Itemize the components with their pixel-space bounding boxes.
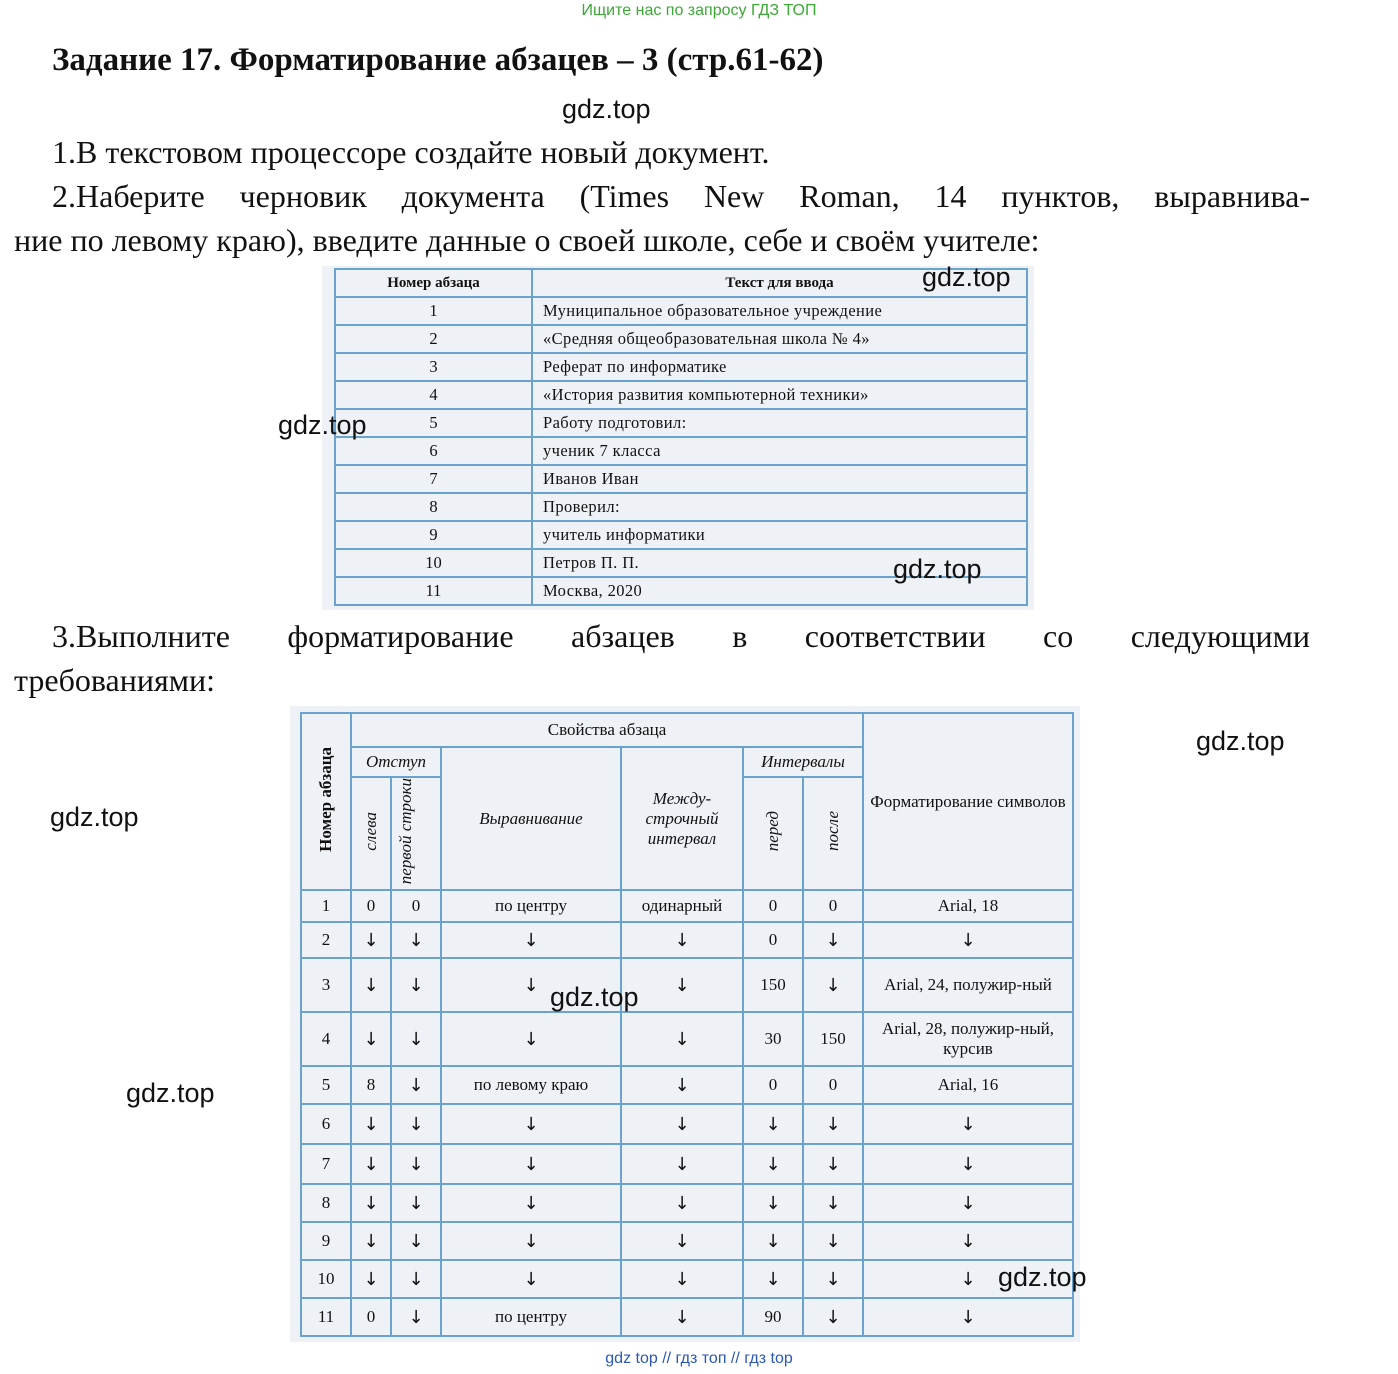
- table-row: [301, 1222, 1073, 1260]
- table-row: [335, 493, 1027, 521]
- down-arrow-icon: ↓: [391, 1298, 441, 1336]
- down-arrow-icon: ↓: [743, 1104, 803, 1144]
- table-row: [335, 437, 1027, 465]
- paragraph-text: учитель информатики: [532, 521, 1027, 549]
- down-arrow-icon: ↓: [351, 1012, 391, 1066]
- row-number: 3: [301, 958, 351, 1012]
- table-row: [301, 1144, 1073, 1184]
- down-arrow-icon: ↓: [621, 922, 743, 958]
- paragraph-number: 11: [335, 577, 532, 605]
- down-arrow-icon: ↓: [803, 1104, 863, 1144]
- formatting-requirements-table: [300, 712, 1074, 1337]
- watermark: gdz.top: [278, 410, 367, 440]
- table-row: [301, 1066, 1073, 1104]
- interval-before-header: перед: [743, 777, 803, 890]
- row-number: 6: [301, 1104, 351, 1144]
- down-arrow-icon: ↓: [391, 1222, 441, 1260]
- down-arrow-icon: ↓: [863, 922, 1073, 958]
- down-arrow-icon: ↓: [351, 922, 391, 958]
- row-number: 2: [301, 922, 351, 958]
- down-arrow-icon: ↓: [743, 1222, 803, 1260]
- paragraph-number: 3: [335, 353, 532, 381]
- char-format: Arial, 28, полужир-ный, курсив: [863, 1012, 1073, 1066]
- down-arrow-icon: ↓: [391, 1066, 441, 1104]
- interval-before: 0: [743, 922, 803, 958]
- down-arrow-icon: ↓: [441, 1012, 621, 1066]
- line-spacing: одинарный: [621, 890, 743, 922]
- watermark: gdz.top: [998, 1262, 1087, 1292]
- table-row: [335, 381, 1027, 409]
- down-arrow-icon: ↓: [743, 1144, 803, 1184]
- interval-after: 0: [803, 890, 863, 922]
- down-arrow-icon: ↓: [351, 1144, 391, 1184]
- interval-after: 0: [803, 1066, 863, 1104]
- down-arrow-icon: ↓: [621, 1260, 743, 1298]
- paragraph-text: «Средняя общеобразовательная школа № 4»: [532, 325, 1027, 353]
- down-arrow-icon: ↓: [803, 1222, 863, 1260]
- watermark: gdz.top: [922, 262, 1011, 292]
- down-arrow-icon: ↓: [351, 1104, 391, 1144]
- column-header: Номер абзаца: [335, 269, 532, 297]
- down-arrow-icon: ↓: [441, 922, 621, 958]
- alignment: по центру: [441, 1298, 621, 1336]
- down-arrow-icon: ↓: [803, 1144, 863, 1184]
- down-arrow-icon: ↓: [391, 922, 441, 958]
- watermark: gdz.top: [562, 94, 651, 124]
- row-number: 9: [301, 1222, 351, 1260]
- paragraph-number: 6: [335, 437, 532, 465]
- down-arrow-icon: ↓: [803, 1184, 863, 1222]
- alignment-header: Выравнивание: [441, 747, 621, 890]
- down-arrow-icon: ↓: [441, 958, 621, 1012]
- interval-before: 0: [743, 1066, 803, 1104]
- down-arrow-icon: ↓: [441, 1104, 621, 1144]
- down-arrow-icon: ↓: [351, 1222, 391, 1260]
- indent-first: 0: [391, 890, 441, 922]
- paragraph-text: Москва, 2020: [532, 577, 1027, 605]
- table-row: [301, 958, 1073, 1012]
- down-arrow-icon: ↓: [391, 958, 441, 1012]
- paragraph-number: 4: [335, 381, 532, 409]
- table-row: [301, 1298, 1073, 1336]
- row-number: 1: [301, 890, 351, 922]
- table-row: [301, 1184, 1073, 1222]
- down-arrow-icon: ↓: [863, 1184, 1073, 1222]
- table-row: [301, 1104, 1073, 1144]
- interval-before: 150: [743, 958, 803, 1012]
- down-arrow-icon: ↓: [391, 1012, 441, 1066]
- paragraph-text: Работу подготовил:: [532, 409, 1027, 437]
- indent-left: 0: [351, 890, 391, 922]
- table-row: [335, 297, 1027, 325]
- indent-left-header: слева: [351, 777, 391, 890]
- watermark: gdz.top: [893, 554, 982, 584]
- down-arrow-icon: ↓: [863, 1260, 1073, 1298]
- watermark: gdz.top: [126, 1078, 215, 1108]
- interval-before: 30: [743, 1012, 803, 1066]
- down-arrow-icon: ↓: [621, 1012, 743, 1066]
- row-number: 5: [301, 1066, 351, 1104]
- down-arrow-icon: ↓: [863, 1298, 1073, 1336]
- paragraph-text: Муниципальное образовательное учреждение: [532, 297, 1027, 325]
- table-row: [301, 1012, 1073, 1066]
- down-arrow-icon: ↓: [621, 1222, 743, 1260]
- paragraph-text: Иванов Иван: [532, 465, 1027, 493]
- number-header: Номер абзаца: [301, 713, 351, 890]
- down-arrow-icon: ↓: [391, 1144, 441, 1184]
- down-arrow-icon: ↓: [351, 1184, 391, 1222]
- down-arrow-icon: ↓: [803, 1298, 863, 1336]
- row-number: 11: [301, 1298, 351, 1336]
- down-arrow-icon: ↓: [621, 1144, 743, 1184]
- column-header: Текст для ввода: [532, 269, 1027, 297]
- table-row: [301, 1260, 1073, 1298]
- down-arrow-icon: ↓: [391, 1260, 441, 1298]
- properties-header: Свойства абзаца: [351, 713, 863, 747]
- row-number: 4: [301, 1012, 351, 1066]
- char-format: Arial, 24, полужир-ный: [863, 958, 1073, 1012]
- char-format: Arial, 16: [863, 1066, 1073, 1104]
- down-arrow-icon: ↓: [441, 1260, 621, 1298]
- table-row: [335, 521, 1027, 549]
- paragraph-text: «История развития компьютерной техники»: [532, 381, 1027, 409]
- down-arrow-icon: ↓: [441, 1184, 621, 1222]
- indent-header: Отступ: [351, 747, 441, 777]
- task-title: Задание 17. Форматирование абзацев – 3 (стр.61-62): [52, 42, 824, 78]
- down-arrow-icon: ↓: [863, 1222, 1073, 1260]
- down-arrow-icon: ↓: [863, 1144, 1073, 1184]
- char-format-header: Форматирование символов: [863, 713, 1073, 890]
- interval-after-header: после: [803, 777, 863, 890]
- intervals-header: Интервалы: [743, 747, 863, 777]
- paragraph-number: 7: [335, 465, 532, 493]
- watermark: gdz.top: [50, 802, 139, 832]
- row-number: 10: [301, 1260, 351, 1298]
- down-arrow-icon: ↓: [803, 922, 863, 958]
- paragraph-text: Проверил:: [532, 493, 1027, 521]
- table-row: [335, 353, 1027, 381]
- table-row: [301, 890, 1073, 922]
- down-arrow-icon: ↓: [391, 1184, 441, 1222]
- paragraph-number: 1: [335, 297, 532, 325]
- paragraph-number: 8: [335, 493, 532, 521]
- down-arrow-icon: ↓: [743, 1184, 803, 1222]
- down-arrow-icon: ↓: [863, 1104, 1073, 1144]
- down-arrow-icon: ↓: [441, 1222, 621, 1260]
- indent-first-line-header: первой строки: [391, 777, 441, 890]
- step-3-line-1: 3.Выполните форматирование абзацев в соответствии со следующими: [52, 618, 1310, 654]
- down-arrow-icon: ↓: [391, 1104, 441, 1144]
- interval-after: 150: [803, 1012, 863, 1066]
- interval-before: 0: [743, 890, 803, 922]
- down-arrow-icon: ↓: [351, 958, 391, 1012]
- row-number: 8: [301, 1184, 351, 1222]
- down-arrow-icon: ↓: [621, 1298, 743, 1336]
- down-arrow-icon: ↓: [621, 958, 743, 1012]
- table-row: [335, 465, 1027, 493]
- table-header-row: [301, 713, 1073, 747]
- watermark: gdz.top: [1196, 726, 1285, 756]
- table-row: [301, 922, 1073, 958]
- down-arrow-icon: ↓: [621, 1066, 743, 1104]
- down-arrow-icon: ↓: [351, 1260, 391, 1298]
- char-format: Arial, 18: [863, 890, 1073, 922]
- indent-left: 0: [351, 1298, 391, 1336]
- table-row: [335, 409, 1027, 437]
- line-spacing-header: Между-строчный интервал: [621, 747, 743, 890]
- step-2-line-1: 2.Наберите черновик документа (Times New Roman, 14 пунктов, выравнива-: [52, 178, 1310, 214]
- step-3-line-2: требованиями:: [14, 662, 215, 698]
- down-arrow-icon: ↓: [743, 1260, 803, 1298]
- paragraph-text: ученик 7 класса: [532, 437, 1027, 465]
- paragraph-number: 2: [335, 325, 532, 353]
- footer-links: gdz top // гдз топ // гдз top: [605, 1350, 793, 1367]
- down-arrow-icon: ↓: [621, 1184, 743, 1222]
- watermark: gdz.top: [550, 982, 639, 1012]
- step-2-line-2: ние по левому краю), введите данные о своей школе, себе и своём учителе:: [14, 222, 1040, 258]
- paragraph-text: Петров П. П.: [532, 549, 1027, 577]
- down-arrow-icon: ↓: [441, 1144, 621, 1184]
- interval-before: 90: [743, 1298, 803, 1336]
- step-1: 1.В текстовом процессоре создайте новый документ.: [52, 134, 770, 170]
- down-arrow-icon: ↓: [803, 1260, 863, 1298]
- down-arrow-icon: ↓: [621, 1104, 743, 1144]
- row-number: 7: [301, 1144, 351, 1184]
- paragraph-number: 5: [335, 409, 532, 437]
- paragraph-number: 10: [335, 549, 532, 577]
- indent-left: 8: [351, 1066, 391, 1104]
- paragraph-number: 9: [335, 521, 532, 549]
- alignment: по левому краю: [441, 1066, 621, 1104]
- table-row: [335, 325, 1027, 353]
- down-arrow-icon: ↓: [803, 958, 863, 1012]
- search-banner: Ищите нас по запросу ГДЗ ТОП: [581, 2, 817, 19]
- paragraph-text: Реферат по информатике: [532, 353, 1027, 381]
- alignment: по центру: [441, 890, 621, 922]
